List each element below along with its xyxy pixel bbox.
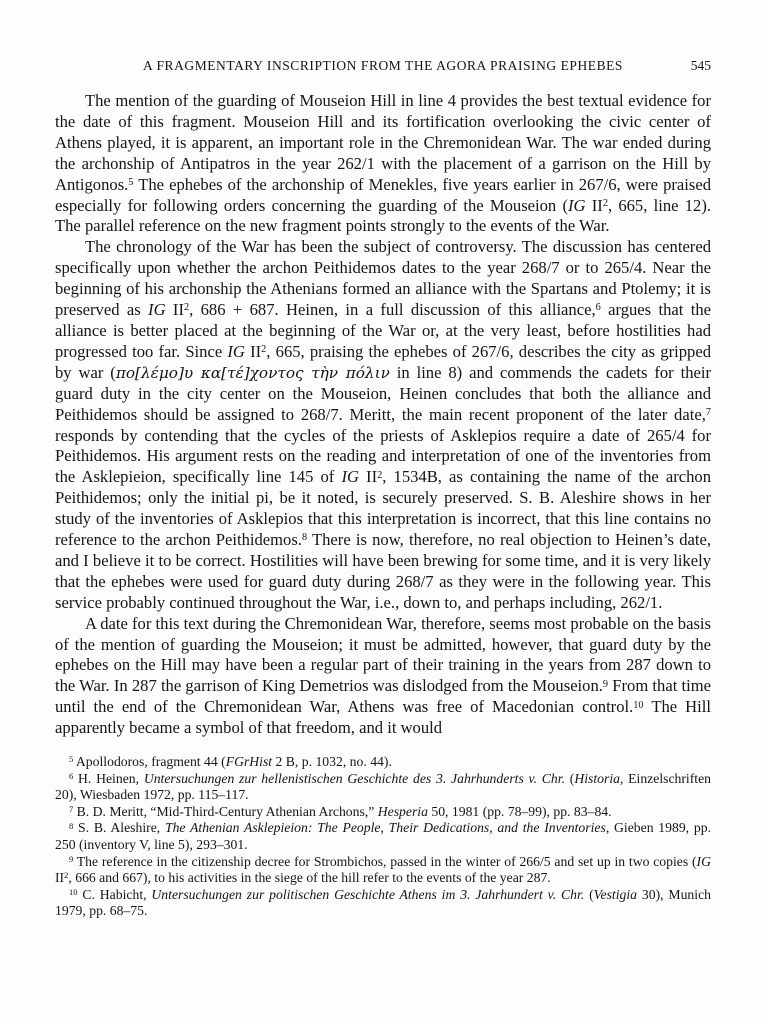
footnote xyxy=(55,820,711,853)
page-header xyxy=(55,58,711,74)
text-run: II xyxy=(165,300,184,320)
text-run: The chronology of the War has been the subject of controversy. The discussion has centered specifically upon whether the archon Peithidemos dates to the year 268/7 or to 265/4. Near the beginning of his archonship the Athenians formed an alliance with the Spartans and Ptolemy; it is preserved as xyxy=(55,237,711,320)
text-run: Historia xyxy=(574,770,620,786)
paragraph xyxy=(55,614,711,739)
text-run: S. B. Aleshire, xyxy=(73,820,165,836)
text-run: , 666 and 667), to his activities in the siege of the hill refer to the events of the year 287. xyxy=(68,870,551,886)
text-run: From that time until the end of the Chremonidean War, Athens was free of Macedonian control. xyxy=(55,676,711,717)
text-run: The reference in the citizenship decree for Strombichos, passed in the winter of 266/5 and set up in two copies ( xyxy=(73,853,697,869)
text-run: IG xyxy=(568,195,586,215)
footnote xyxy=(55,771,711,804)
text-run: The Hill apparently became a symbol of that freedom, and it would xyxy=(55,697,711,738)
text-run: 2 B, p. 1032, no. 44). xyxy=(272,754,392,770)
text-run: 50, 1981 (pp. 78–99), pp. 83–84. xyxy=(427,803,612,819)
text-run: Hesperia xyxy=(377,803,428,819)
text-run: Vestigia xyxy=(593,886,637,902)
superscript-ref: 2 xyxy=(261,344,267,356)
text-run: , 665, praising the ephebes of 267/6, describes the city as gripped by war ( xyxy=(55,341,711,382)
text-run: ( xyxy=(565,770,575,786)
page-number: 545 xyxy=(690,58,711,73)
paragraph xyxy=(55,91,711,237)
superscript-ref: 9 xyxy=(602,678,609,690)
text-run: II xyxy=(244,341,262,361)
footnote-marker: 5 xyxy=(69,754,74,765)
text-run: Untersuchungen zur hellenistischen Geschichte des 3. Jahrhunderts v. Chr. xyxy=(143,770,565,786)
article-body xyxy=(55,91,711,739)
text-run: H. Heinen, xyxy=(73,770,144,786)
text-run: , Einzelschriften 20), Wiesbaden 1972, pp. 115–117. xyxy=(55,770,712,803)
footnote-marker: 10 xyxy=(69,887,78,898)
text-run: IG xyxy=(696,853,711,869)
text-run: C. Habicht, xyxy=(77,886,152,902)
footnote-marker: 7 xyxy=(69,804,74,815)
footnote-marker: 9 xyxy=(69,853,74,864)
text-run: There is now, therefore, no real objection to Heinen’s date, and I believe it to be correct. Hostilities will have been brewing for some time, and it is very likely that the ephebes were used for guard duty during 268/7 as they were in the following year. This service probably continued throughout the War, i.e., down to, and perhaps including, 262/1. xyxy=(55,530,711,612)
text-run: , Gieben 1989, pp. 250 (inventory V, line 5), 293–301. xyxy=(55,820,711,853)
footnote xyxy=(55,887,711,920)
footnote xyxy=(55,804,711,821)
text-run: ( xyxy=(584,886,594,902)
text-run: , 665, line 12). The parallel reference on the new fragment points strongly to the events of the War. xyxy=(55,195,711,236)
text-run: The Athenian Asklepieion: The People, Their Dedications, and the Inventories xyxy=(164,820,606,836)
superscript-ref: 6 xyxy=(595,302,601,314)
footnote-marker: 8 xyxy=(69,820,74,831)
text-run: B. D. Meritt, “Mid-Third-Century Athenian Archons,” xyxy=(73,803,378,819)
superscript-ref: 7 xyxy=(705,406,711,418)
text-run: in line 8) and commends the cadets for their guard duty in the city center on the Mouseion, Heinen concludes that both the alliance and Peithidemos should be assigned to 268/7. Meritt, the main recent proponent of the later date, xyxy=(55,362,711,424)
text-run: A date for this text during the Chremonidean War, therefore, seems most probable on the basis of the mention of guarding the Mouseion; it must be admitted, however, that guard duty by the ephebes on the Hill may have been a regular part of their training in the years from 287 down to the War. In 287 the garrison of King Demetrios was dislodged from the Mouseion. xyxy=(55,613,711,696)
footnote xyxy=(55,854,711,887)
text-run: IG xyxy=(148,300,166,320)
superscript-ref: 2 xyxy=(183,302,190,314)
superscript-ref: 2 xyxy=(602,197,608,209)
footnote-marker: 6 xyxy=(69,770,74,781)
text-run: IG xyxy=(227,341,245,361)
superscript-ref: 5 xyxy=(128,177,134,188)
superscript-ref: 10 xyxy=(633,699,644,711)
text-run: , 1534B, as containing the name of the archon Peithidemos; only the initial pi, be it noted, is securely preserved. S. B. Aleshire shows in her study of the inventories of Asklepios that this interpretation is incorrect, that this line contains no reference to the archon Peithidemos. xyxy=(55,467,712,550)
text-run: πο[λέμο]υ κα[τέ]χοντος τὴν πόλιν xyxy=(115,363,390,382)
text-run: II xyxy=(585,195,603,215)
superscript-ref: 2 xyxy=(377,469,383,481)
running-head-title: A FRAGMENTARY INSCRIPTION FROM THE AGORA PRAISING EPHEBES xyxy=(143,58,623,73)
text-run: Apollodoros, fragment 44 ( xyxy=(73,754,226,770)
text-run: argues that the alliance is better placed at the beginning of the War or, at the very least, before hostilities had progressed too far. Since xyxy=(55,300,711,361)
superscript-ref: 2 xyxy=(64,870,69,881)
superscript-ref: 8 xyxy=(301,532,308,544)
text-run: responds by contending that the cycles of the priests of Asklepios require a date of 265/4 for Peithidemos. His argument rests on the reading and interpretation of one of the inventories from the Asklepieion, specifically line 145 of xyxy=(55,425,711,487)
text-run: IG xyxy=(341,467,359,487)
text-run: The ephebes of the archonship of Menekles, five years earlier in 267/6, were praised especially for following orders concerning the guarding of the Mouseion ( xyxy=(55,174,711,215)
text-run: II xyxy=(358,467,378,487)
text-run: The mention of the guarding of Mouseion Hill in line 4 provides the best textual evidence for the date of this fragment. Mouseion Hill and its fortification overlooking the civic center of Athens played, it is apparent, an important role in the Chremonidean War. The war ended during the archonship of Antipatros in the year 262/1 with the placement of a garrison on the Hill by Antigonos. xyxy=(55,91,711,194)
text-run: FGrHist xyxy=(225,754,273,770)
text-run: II xyxy=(55,870,65,886)
text-run: , 686 + 687. Heinen, in a full discussion of this alliance, xyxy=(189,300,596,320)
text-run: 30), Munich 1979, pp. 68–75. xyxy=(55,886,711,919)
text-run: Untersuchungen zur politischen Geschichte Athens im 3. Jahrhundert v. Chr. xyxy=(151,886,585,902)
footnote xyxy=(55,754,711,771)
paragraph xyxy=(55,237,711,613)
footnotes xyxy=(55,754,711,920)
